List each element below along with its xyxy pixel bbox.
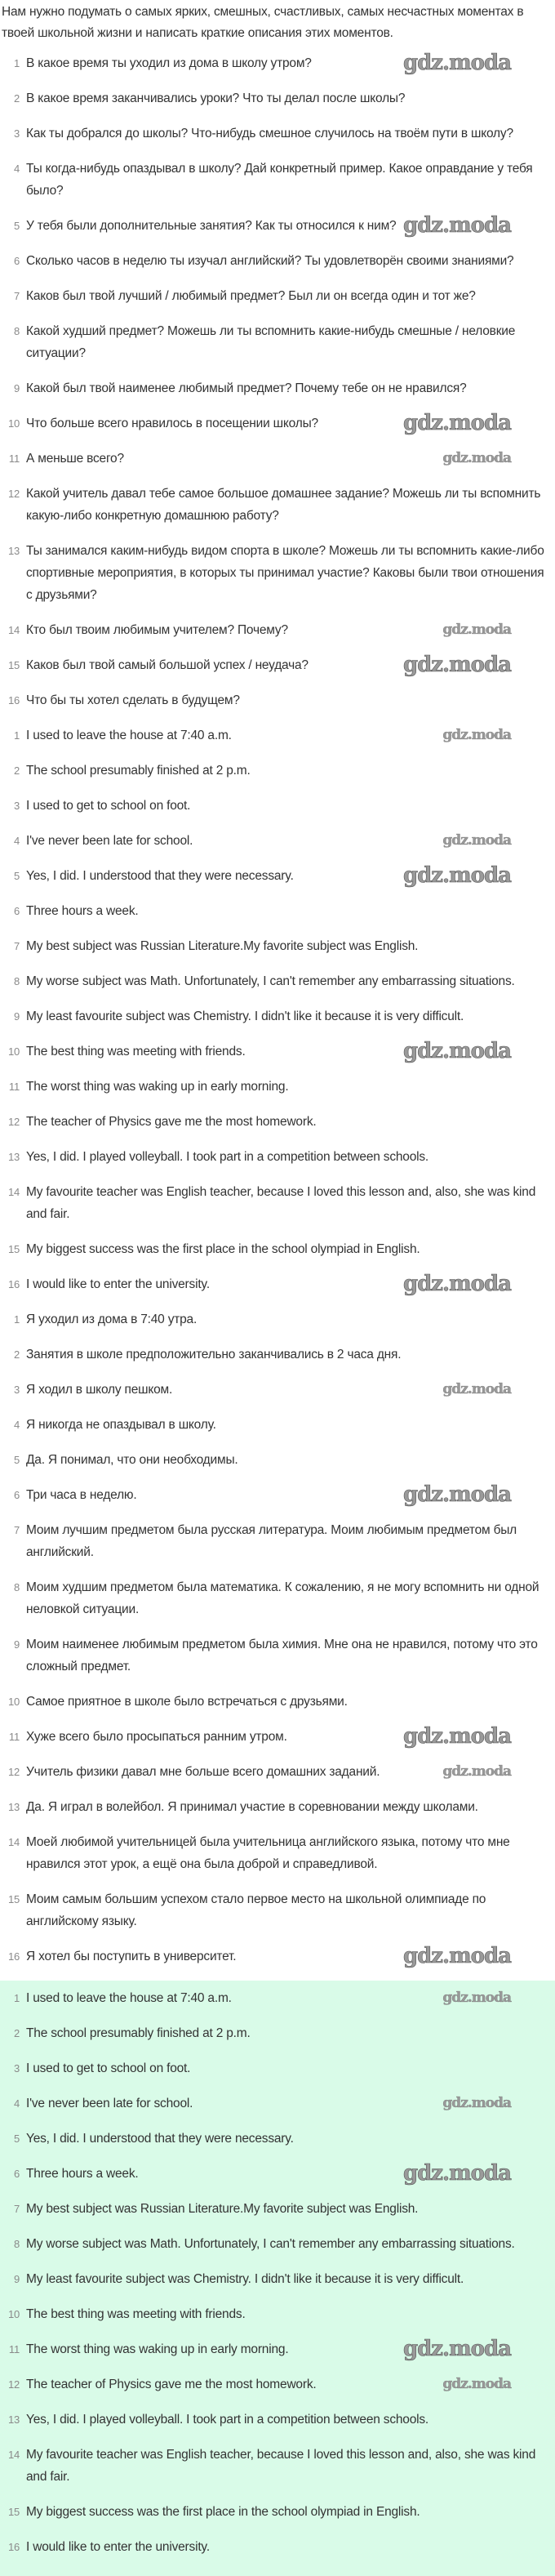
item-text: Какой был твой наименее любимый предмет? Почему тебе он не нравился? bbox=[26, 381, 467, 395]
list-item bbox=[0, 1987, 555, 2009]
item-number: 9 bbox=[13, 1638, 20, 1651]
item-number: 3 bbox=[13, 127, 20, 140]
answers-english-list bbox=[0, 724, 555, 1295]
item-text: Учитель физики давал мне больше всего домашних заданий. bbox=[26, 1765, 380, 1779]
item-text: My worse subject was Math. Unfortunately, I can't remember any embarrassing situations. bbox=[26, 2237, 515, 2251]
item-text: My least favourite subject was Chemistry. I didn't like it because it is very difficult. bbox=[26, 1009, 464, 1023]
item-text: Моей любимой учительницей была учительница английского языка, потому что мне нравился этот урок, а ещё она была доброй и справедливой. bbox=[26, 1835, 510, 1871]
watermark-logo: gdz.moda bbox=[402, 2161, 511, 2186]
item-number: 6 bbox=[13, 905, 20, 917]
list-item bbox=[0, 2092, 555, 2115]
list-item bbox=[0, 250, 555, 272]
list-item bbox=[0, 1146, 555, 1168]
list-item bbox=[0, 1761, 555, 1783]
list-item bbox=[0, 724, 555, 747]
item-number: 15 bbox=[7, 2506, 20, 2518]
item-number: 11 bbox=[8, 2343, 20, 2355]
list-item bbox=[0, 1076, 555, 1098]
item-number: 1 bbox=[13, 1992, 20, 2004]
item-number: 5 bbox=[13, 220, 20, 232]
item-text: Ты занимался каким-нибудь видом спорта в школе? Можешь ли ты вспомнить какие-либо спортивные мероприятия, в которых ты принимал участие? Каковы были твои отношения с друзьями? bbox=[26, 544, 544, 602]
item-text: My biggest success was the first place in the school olympiad in English. bbox=[26, 2505, 420, 2519]
list-item bbox=[0, 619, 555, 641]
watermark-logo: gdz.moda bbox=[442, 622, 511, 638]
list-item bbox=[0, 1449, 555, 1471]
answers-english-highlighted-list bbox=[0, 1981, 555, 2576]
item-number: 14 bbox=[7, 1836, 20, 1848]
item-text: Три часа в неделю. bbox=[26, 1488, 137, 1502]
item-number: 4 bbox=[13, 2097, 20, 2110]
item-text: Я хотел бы поступить в университет. bbox=[26, 1950, 237, 1963]
item-text: My favourite teacher was English teacher, because I loved this lesson and, also, she was kind and fair. bbox=[26, 1185, 536, 1221]
item-text: В какое время ты уходил из дома в школу утром? bbox=[26, 56, 312, 70]
item-number: 5 bbox=[13, 870, 20, 882]
item-text: Я никогда не опаздывал в школу. bbox=[26, 1418, 216, 1432]
list-item bbox=[0, 1111, 555, 1133]
item-number: 16 bbox=[7, 2541, 20, 2553]
item-number: 2 bbox=[13, 764, 20, 777]
list-item bbox=[0, 2163, 555, 2185]
list-item bbox=[0, 2128, 555, 2150]
list-item bbox=[0, 87, 555, 109]
list-item bbox=[0, 1691, 555, 1713]
list-item bbox=[0, 2373, 555, 2396]
item-number: 3 bbox=[13, 2062, 20, 2075]
list-item bbox=[0, 830, 555, 852]
item-number: 5 bbox=[13, 1454, 20, 1466]
item-number: 7 bbox=[13, 2203, 20, 2215]
item-number: 8 bbox=[13, 2238, 20, 2250]
item-text: Yes, I did. I played volleyball. I took part in a competition between schools. bbox=[26, 1150, 429, 1164]
list-item bbox=[0, 2303, 555, 2325]
list-item bbox=[0, 215, 555, 237]
list-item bbox=[0, 483, 555, 527]
list-item bbox=[0, 540, 555, 606]
item-number: 6 bbox=[13, 2168, 20, 2180]
list-item bbox=[0, 1041, 555, 1063]
item-text: Каков был твой самый большой успех / неудача? bbox=[26, 658, 309, 672]
watermark-logo: gdz.moda bbox=[442, 727, 511, 743]
list-item bbox=[0, 2409, 555, 2431]
item-text: My least favourite subject was Chemistry. I didn't like it because it is very difficult. bbox=[26, 2272, 464, 2286]
list-item bbox=[0, 654, 555, 676]
item-text: Моим худшим предметом была математика. К сожалению, я не могу вспомнить ни одной неловкой ситуации. bbox=[26, 1580, 539, 1616]
item-text: Да. Я понимал, что они необходимы. bbox=[26, 1453, 238, 1467]
answers-russian-list bbox=[0, 1308, 555, 1968]
watermark-logo: gdz.moda bbox=[402, 411, 511, 435]
item-number: 4 bbox=[13, 163, 20, 175]
list-item bbox=[0, 865, 555, 887]
list-item bbox=[0, 2198, 555, 2220]
list-item bbox=[0, 377, 555, 399]
item-number: 7 bbox=[13, 940, 20, 952]
item-text: I used to get to school on foot. bbox=[26, 2061, 191, 2075]
watermark-logo: gdz.moda bbox=[402, 1724, 511, 1749]
list-item bbox=[0, 970, 555, 992]
item-text: The best thing was meeting with friends. bbox=[26, 2307, 246, 2321]
watermark-logo: gdz.moda bbox=[402, 1482, 511, 1507]
item-text: Как ты добрался до школы? Что-нибудь смешное случилось на твоём пути в школу? bbox=[26, 127, 513, 140]
item-number: 6 bbox=[13, 1489, 20, 1501]
item-number: 12 bbox=[7, 1116, 20, 1128]
item-text: The worst thing was waking up in early morning. bbox=[26, 1080, 289, 1094]
item-text: Что бы ты хотел сделать в будущем? bbox=[26, 693, 240, 707]
item-text: Yes, I did. I played volleyball. I took part in a competition between schools. bbox=[26, 2413, 429, 2427]
item-number: 8 bbox=[13, 325, 20, 337]
list-item bbox=[0, 1414, 555, 1436]
questions-list bbox=[0, 52, 555, 711]
item-text: Моим наименее любимым предметом была химия. Мне она не нравился, потому что это сложный предмет. bbox=[26, 1638, 538, 1674]
list-item bbox=[0, 1796, 555, 1818]
list-item bbox=[0, 760, 555, 782]
item-number: 1 bbox=[13, 57, 20, 69]
list-item bbox=[0, 285, 555, 307]
list-item bbox=[0, 1888, 555, 1932]
item-number: 15 bbox=[7, 1243, 20, 1255]
list-item bbox=[0, 795, 555, 817]
list-item bbox=[0, 2057, 555, 2079]
list-item bbox=[0, 1379, 555, 1401]
watermark-logo: gdz.moda bbox=[402, 653, 511, 677]
item-number: 16 bbox=[7, 694, 20, 706]
item-number: 7 bbox=[13, 290, 20, 302]
watermark-logo: gdz.moda bbox=[442, 2376, 511, 2392]
list-item bbox=[0, 2501, 555, 2523]
list-item bbox=[0, 412, 555, 435]
list-item bbox=[0, 1181, 555, 1225]
item-text: The best thing was meeting with friends. bbox=[26, 1045, 246, 1058]
item-number: 3 bbox=[13, 800, 20, 812]
watermark-logo: gdz.moda bbox=[402, 1272, 511, 1296]
item-text: Сколько часов в неделю ты изучал английский? Ты удовлетворён своими знаниями? bbox=[26, 254, 514, 268]
list-item bbox=[0, 1576, 555, 1620]
item-text: Я ходил в школу пешком. bbox=[26, 1383, 173, 1397]
item-text: My favourite teacher was English teacher, because I loved this lesson and, also, she was kind and fair. bbox=[26, 2448, 536, 2484]
item-text: Самое приятное в школе было встречаться с друзьями. bbox=[26, 1695, 348, 1709]
item-number: 13 bbox=[7, 1801, 20, 1813]
watermark-logo: gdz.moda bbox=[442, 1381, 511, 1397]
item-number: 14 bbox=[7, 1186, 20, 1198]
list-item bbox=[0, 2233, 555, 2255]
item-text: I used to leave the house at 7:40 a.m. bbox=[26, 1991, 232, 2005]
item-text: У тебя были дополнительные занятия? Как ты относился к ним? bbox=[26, 219, 397, 233]
item-number: 2 bbox=[13, 92, 20, 105]
watermark-logo: gdz.moda bbox=[402, 2337, 511, 2361]
item-text: А меньше всего? bbox=[26, 452, 124, 466]
item-text: Кто был твоим любимым учителем? Почему? bbox=[26, 623, 288, 637]
watermark-logo: gdz.moda bbox=[442, 1990, 511, 2006]
item-number: 16 bbox=[7, 1950, 20, 1963]
item-text: I used to get to school on foot. bbox=[26, 799, 191, 813]
item-number: 8 bbox=[13, 1581, 20, 1593]
item-number: 11 bbox=[8, 452, 20, 465]
item-text: Моим лучшим предметом была русская литература. Моим любимым предметом был английский. bbox=[26, 1523, 517, 1559]
item-number: 11 bbox=[8, 1081, 20, 1093]
list-item bbox=[0, 1005, 555, 1027]
item-text: I used to leave the house at 7:40 a.m. bbox=[26, 729, 232, 742]
item-text: I would like to enter the university. bbox=[26, 2540, 210, 2554]
list-item bbox=[0, 1273, 555, 1295]
item-number: 4 bbox=[13, 835, 20, 847]
item-text: The teacher of Physics gave me the most homework. bbox=[26, 1115, 317, 1129]
item-number: 1 bbox=[13, 729, 20, 742]
list-item bbox=[0, 2444, 555, 2488]
list-item bbox=[0, 1484, 555, 1506]
item-number: 15 bbox=[7, 1893, 20, 1905]
item-number: 1 bbox=[13, 1313, 20, 1326]
item-number: 10 bbox=[7, 2308, 20, 2320]
list-item bbox=[0, 2338, 555, 2360]
item-number: 2 bbox=[13, 1348, 20, 1361]
item-number: 10 bbox=[7, 1696, 20, 1708]
item-number: 11 bbox=[8, 1731, 20, 1743]
item-number: 15 bbox=[7, 659, 20, 671]
list-item bbox=[0, 900, 555, 922]
item-number: 7 bbox=[13, 1524, 20, 1536]
item-text: My best subject was Russian Literature.My favorite subject was English. bbox=[26, 2202, 419, 2216]
list-item bbox=[0, 935, 555, 957]
item-text: I've never been late for school. bbox=[26, 2097, 193, 2110]
item-number: 5 bbox=[13, 2133, 20, 2145]
watermark-logo: gdz.moda bbox=[442, 832, 511, 849]
item-text: My best subject was Russian Literature.My favorite subject was English. bbox=[26, 939, 419, 953]
watermark-logo: gdz.moda bbox=[402, 213, 511, 238]
item-number: 12 bbox=[7, 2378, 20, 2391]
list-item bbox=[0, 1344, 555, 1366]
list-item bbox=[0, 1308, 555, 1330]
item-text: Моим самым большим успехом стало первое место на школьной олимпиаде по английскому языку. bbox=[26, 1892, 486, 1928]
list-item bbox=[0, 2536, 555, 2558]
list-item bbox=[0, 1726, 555, 1748]
item-number: 6 bbox=[13, 255, 20, 267]
item-number: 10 bbox=[7, 1045, 20, 1058]
list-item bbox=[0, 158, 555, 202]
item-number: 13 bbox=[7, 545, 20, 557]
watermark-logo: gdz.moda bbox=[402, 863, 511, 888]
item-text: My worse subject was Math. Unfortunately, I can't remember any embarrassing situations. bbox=[26, 974, 515, 988]
item-text: Какой учитель давал тебе самое большое домашнее задание? Можешь ли ты вспомнить какую-либо конкретную домашнюю работу? bbox=[26, 487, 541, 523]
list-item bbox=[0, 123, 555, 145]
item-text: В какое время заканчивались уроки? Что ты делал после школы? bbox=[26, 91, 406, 105]
list-item bbox=[0, 1831, 555, 1875]
watermark-logo: gdz.moda bbox=[442, 2095, 511, 2111]
item-text: Ты когда-нибудь опаздывал в школу? Дай конкретный пример. Какое оправдание у тебя было? bbox=[26, 162, 533, 198]
list-item bbox=[0, 2022, 555, 2044]
item-text: The school presumably finished at 2 p.m. bbox=[26, 764, 251, 778]
list-item bbox=[0, 448, 555, 470]
item-number: 13 bbox=[7, 2413, 20, 2426]
watermark-logo: gdz.moda bbox=[442, 450, 511, 466]
list-item bbox=[0, 689, 555, 711]
item-text: Yes, I did. I understood that they were necessary. bbox=[26, 2132, 294, 2146]
item-number: 12 bbox=[7, 1766, 20, 1778]
item-text: Занятия в школе предположительно заканчивались в 2 часа дня. bbox=[26, 1348, 402, 1362]
item-text: Какой худший предмет? Можешь ли ты вспомнить какие-нибудь смешные / неловкие ситуации? bbox=[26, 324, 516, 360]
list-item bbox=[0, 1238, 555, 1260]
item-number: 10 bbox=[7, 417, 20, 430]
watermark-logo: gdz.moda bbox=[442, 1763, 511, 1780]
item-text: Three hours a week. bbox=[26, 904, 139, 918]
item-text: I've never been late for school. bbox=[26, 834, 193, 848]
item-number: 8 bbox=[13, 975, 20, 987]
item-number: 14 bbox=[7, 2449, 20, 2461]
item-number: 3 bbox=[13, 1384, 20, 1396]
item-number: 12 bbox=[7, 488, 20, 500]
watermark-logo: gdz.moda bbox=[402, 1039, 511, 1063]
list-item bbox=[0, 320, 555, 364]
item-text: My biggest success was the first place in the school olympiad in English. bbox=[26, 1242, 420, 1256]
item-text: Three hours a week. bbox=[26, 2167, 139, 2181]
item-text: Я уходил из дома в 7:40 утра. bbox=[26, 1313, 198, 1326]
watermark-logo: gdz.moda bbox=[402, 51, 511, 75]
list-item bbox=[0, 52, 555, 74]
item-text: I would like to enter the university. bbox=[26, 1277, 210, 1291]
list-item bbox=[0, 1945, 555, 1968]
item-number: 14 bbox=[7, 624, 20, 636]
watermark-logo: gdz.moda bbox=[402, 1944, 511, 1968]
list-item bbox=[0, 1519, 555, 1563]
item-text: The teacher of Physics gave me the most homework. bbox=[26, 2378, 317, 2391]
item-text: Хуже всего было просыпаться ранним утром. bbox=[26, 1730, 287, 1744]
item-number: 13 bbox=[7, 1151, 20, 1163]
item-number: 9 bbox=[13, 382, 20, 394]
item-text: Каков был твой лучший / любимый предмет? Был ли он всегда один и тот же? bbox=[26, 289, 476, 303]
list-item bbox=[0, 2268, 555, 2290]
item-number: 9 bbox=[13, 2273, 20, 2285]
list-item bbox=[0, 1633, 555, 1678]
item-number: 9 bbox=[13, 1010, 20, 1023]
item-number: 2 bbox=[13, 2027, 20, 2039]
item-text: The worst thing was waking up in early morning. bbox=[26, 2342, 289, 2356]
item-text: Что больше всего нравилось в посещении школы? bbox=[26, 417, 318, 430]
item-text: Yes, I did. I understood that they were necessary. bbox=[26, 869, 294, 883]
item-number: 16 bbox=[7, 1278, 20, 1290]
item-text: The school presumably finished at 2 p.m. bbox=[26, 2026, 251, 2040]
item-number: 4 bbox=[13, 1419, 20, 1431]
item-text: Да. Я играл в волейбол. Я принимал участие в соревновании между школами. bbox=[26, 1800, 478, 1814]
task-intro: Нам нужно подумать о самых ярких, смешных, счастливых, самых несчастных моментах в твоей школьной жизни и написать краткие описания этих моментов. bbox=[2, 5, 524, 40]
